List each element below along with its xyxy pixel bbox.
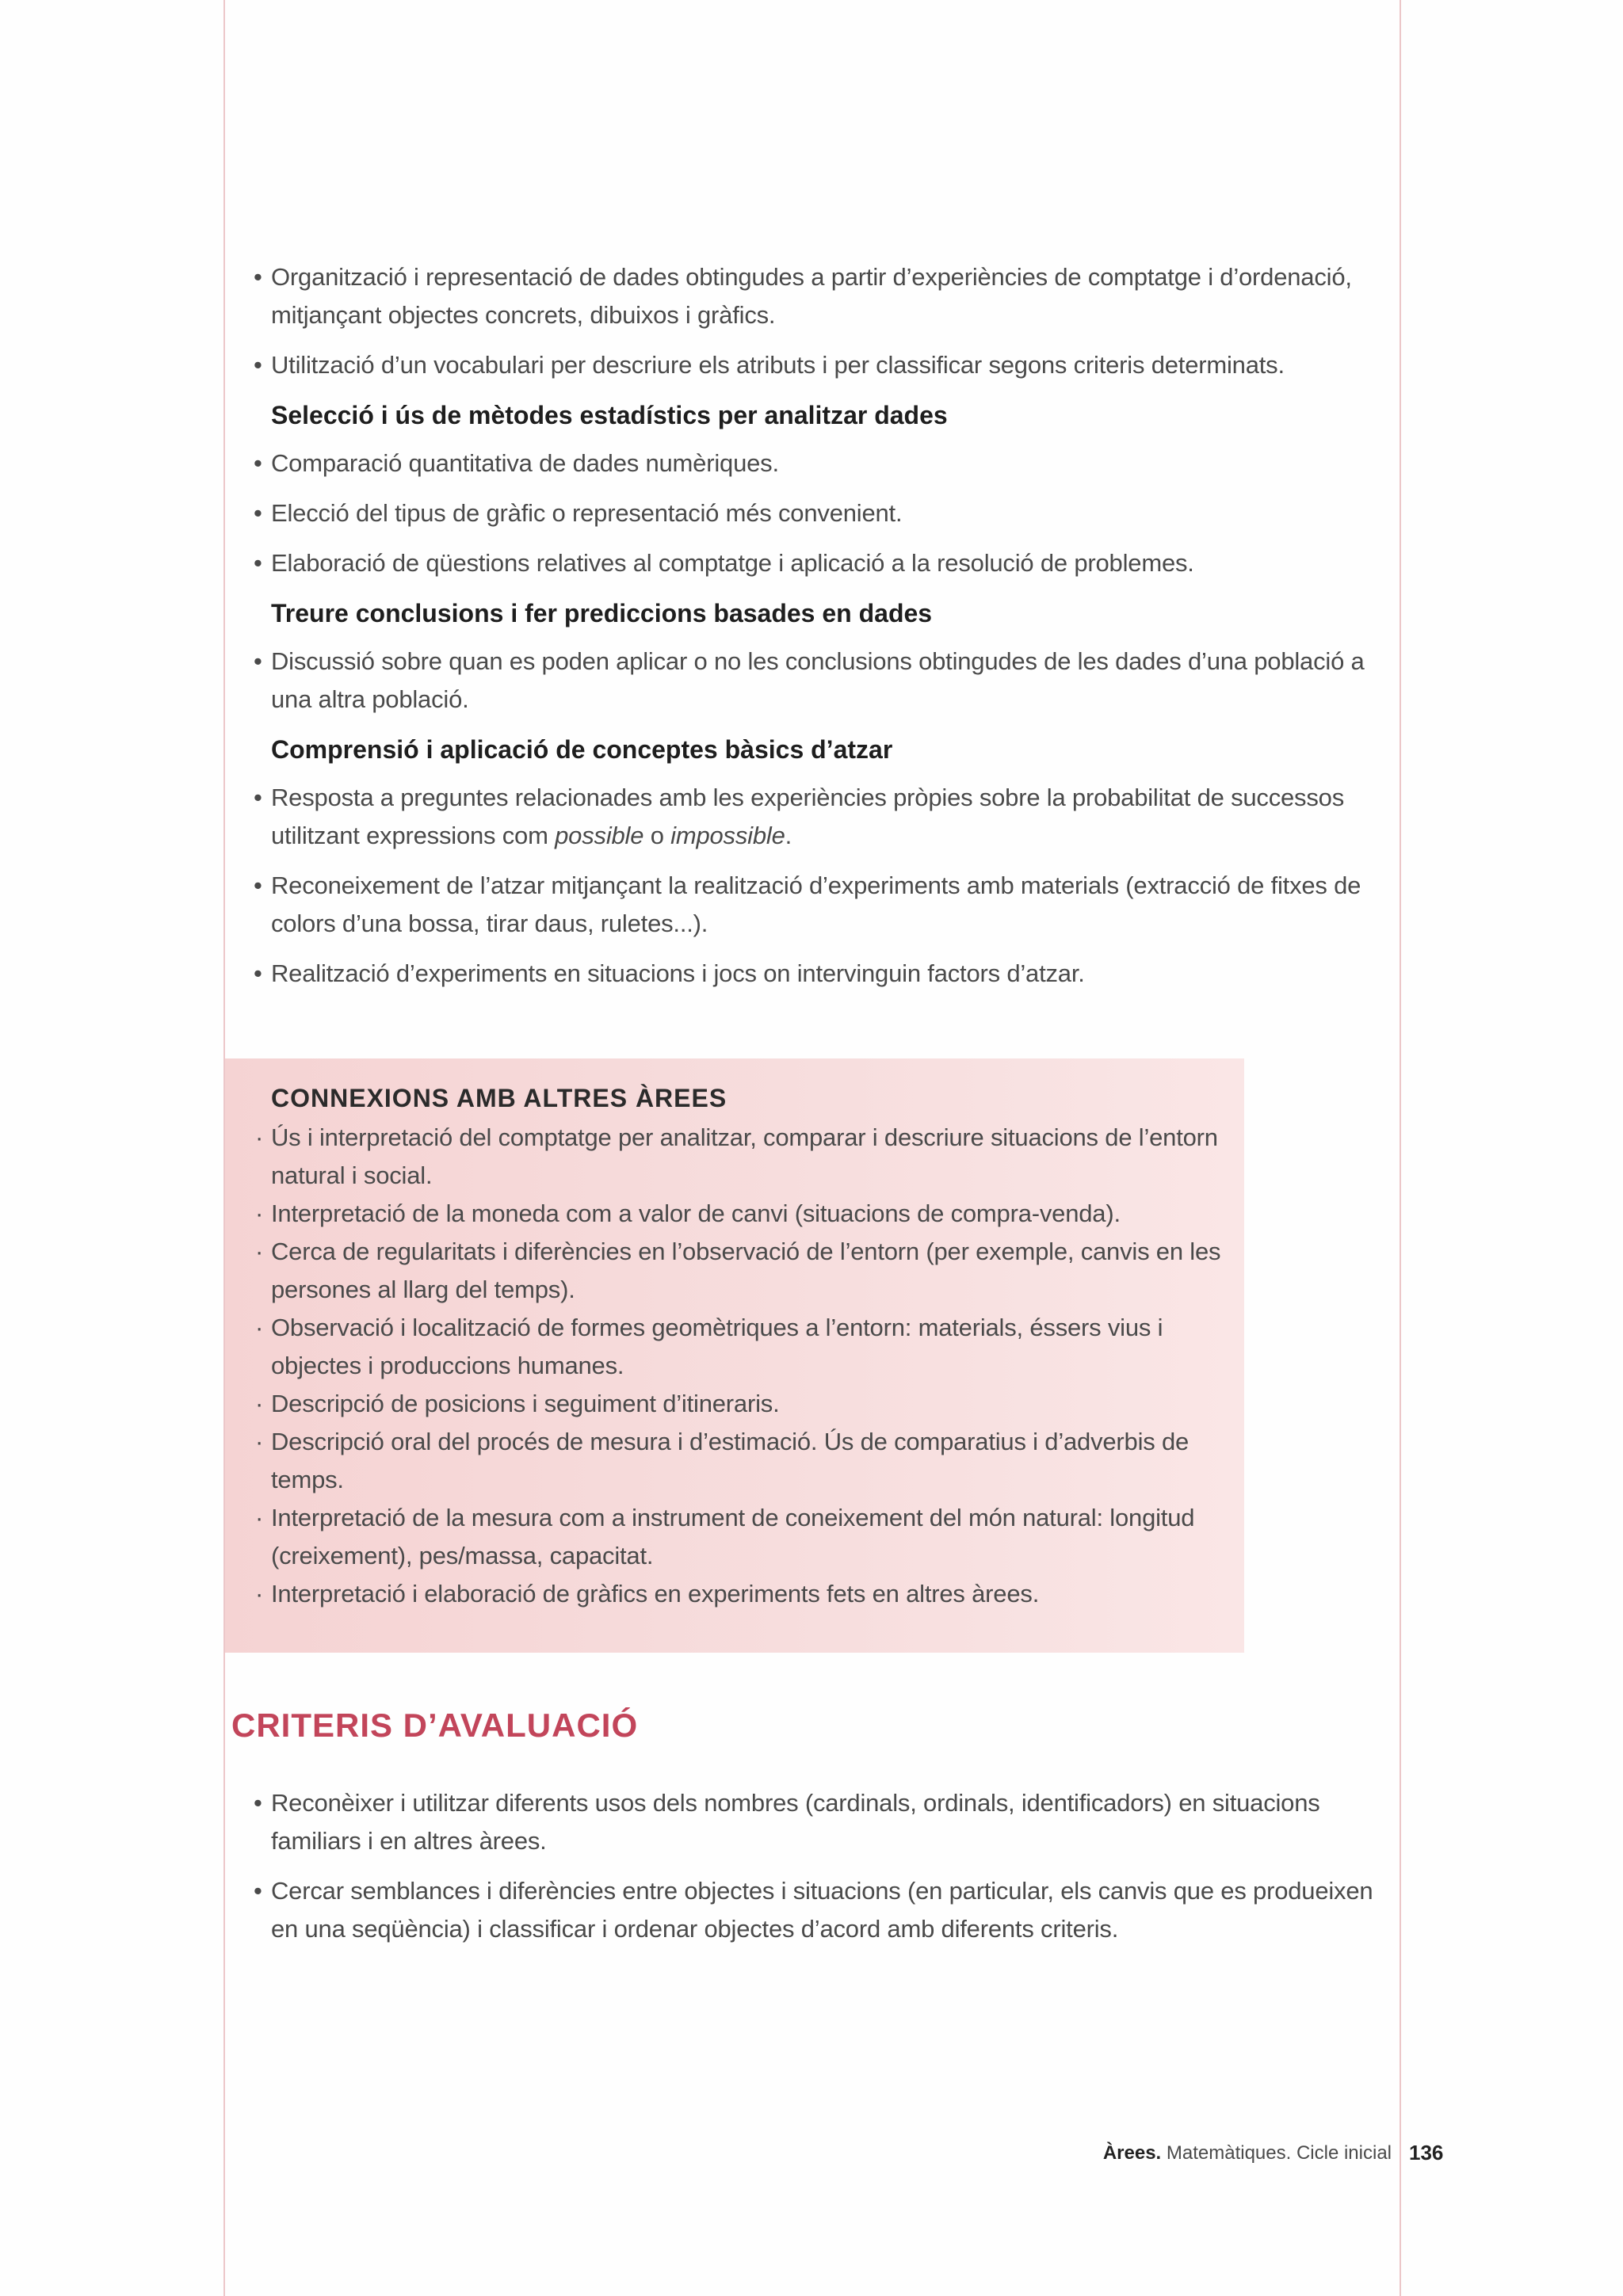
connexions-content	[271, 1079, 1222, 1613]
list-item	[271, 779, 1395, 855]
list-item: · Ús i interpretació del comptatge per analitzar, comparar i descriure situacions de l’entorn natural i social.	[271, 1119, 1222, 1195]
list-item: · Interpretació de la moneda com a valor de canvi (situacions de compra-venda).	[271, 1195, 1222, 1233]
list-item: • Comparació quantitativa de dades numèriques.	[271, 444, 1395, 482]
section-metodes	[271, 396, 1395, 582]
connexions-box	[225, 1058, 1244, 1653]
bullet-text: Resposta a preguntes relacionades amb les experiències pròpies sobre la probabilitat de successos utilitzant expressions com	[271, 784, 1345, 849]
criteris-list	[271, 1784, 1395, 1948]
main-content	[271, 258, 1395, 1005]
list-item: • Organització i representació de dades obtingudes a partir d’experiències de comptatge i d’ordenació, mitjançant objectes concrets, dibuixos i gràfics.	[271, 258, 1395, 334]
list-item: · Descripció oral del procés de mesura i d’estimació. Ús de comparatius i d’adverbis de temps.	[271, 1423, 1222, 1499]
list-item: • Elecció del tipus de gràfic o representació més convenient.	[271, 494, 1395, 532]
bullet-text: .	[785, 822, 792, 849]
footer-separator	[1400, 2138, 1401, 2172]
connexions-title: CONNEXIONS AMB ALTRES ÀREES	[271, 1084, 727, 1112]
page-footer	[0, 2138, 1623, 2172]
section-heading: Comprensió i aplicació de conceptes bàsics d’atzar	[271, 735, 893, 764]
footer-caption	[1103, 2142, 1392, 2164]
footer-area: Àrees.	[1102, 2142, 1162, 2164]
bullet-list	[271, 643, 1395, 719]
footer-subject: Matemàtiques. Cicle inicial	[1166, 2142, 1392, 2164]
page-number: 136	[1409, 2141, 1444, 2164]
bullet-list	[271, 779, 1395, 993]
emphasis-text: possible	[555, 822, 644, 849]
list-item: · Cerca de regularitats i diferències en l’observació de l’entorn (per exemple, canvis en les persones al llarg del temps).	[271, 1233, 1222, 1309]
list-item: · Interpretació i elaboració de gràfics en experiments fets en altres àrees.	[271, 1575, 1222, 1613]
right-margin-rule	[1400, 0, 1401, 2296]
criteris-title: CRITERIS D’AVALUACIÓ	[231, 1707, 639, 1744]
section-heading: Selecció i ús de mètodes estadístics per analitzar dades	[271, 401, 948, 429]
criteris-content	[271, 1784, 1395, 1960]
section-conclusions	[271, 594, 1395, 719]
bullet-list	[271, 444, 1395, 582]
emphasis-text: impossible	[670, 822, 785, 849]
list-item: • Realització d’experiments en situacions i jocs on intervinguin factors d’atzar.	[271, 955, 1395, 993]
connexions-list	[271, 1119, 1222, 1613]
list-item: • Elaboració de qüestions relatives al comptatge i aplicació a la resolució de problemes.	[271, 544, 1395, 582]
list-item: · Interpretació de la mesura com a instrument de coneixement del món natural: longitud (creixement), pes/massa, capacitat.	[271, 1499, 1222, 1575]
section-atzar	[271, 730, 1395, 993]
list-item: • Reconeixement de l’atzar mitjançant la realització d’experiments amb materials (extracció de fitxes de colors d’una bossa, tirar daus, ruletes...).	[271, 867, 1395, 943]
list-item: • Cercar semblances i diferències entre objectes i situacions (en particular, els canvis que es produeixen en una seqüència) i classificar i ordenar objectes d’acord amb diferents criteris.	[271, 1872, 1395, 1948]
bullet-text: o	[643, 822, 671, 849]
list-item: • Discussió sobre quan es poden aplicar o no les conclusions obtingudes de les dades d’una població a una altra població.	[271, 643, 1395, 719]
list-item: · Observació i localització de formes geomètriques a l’entorn: materials, éssers vius i objectes i produccions humanes.	[271, 1309, 1222, 1385]
list-item: · Descripció de posicions i seguiment d’itineraris.	[271, 1385, 1222, 1423]
list-item: • Utilització d’un vocabulari per descriure els atributs i per classificar segons criteris determinats.	[271, 346, 1395, 384]
section-heading: Treure conclusions i fer prediccions basades en dades	[271, 599, 933, 627]
intro-bullet-list	[271, 258, 1395, 384]
list-item: • Reconèixer i utilitzar diferents usos dels nombres (cardinals, ordinals, identificadors) en situacions familiars i en altres àrees.	[271, 1784, 1395, 1860]
